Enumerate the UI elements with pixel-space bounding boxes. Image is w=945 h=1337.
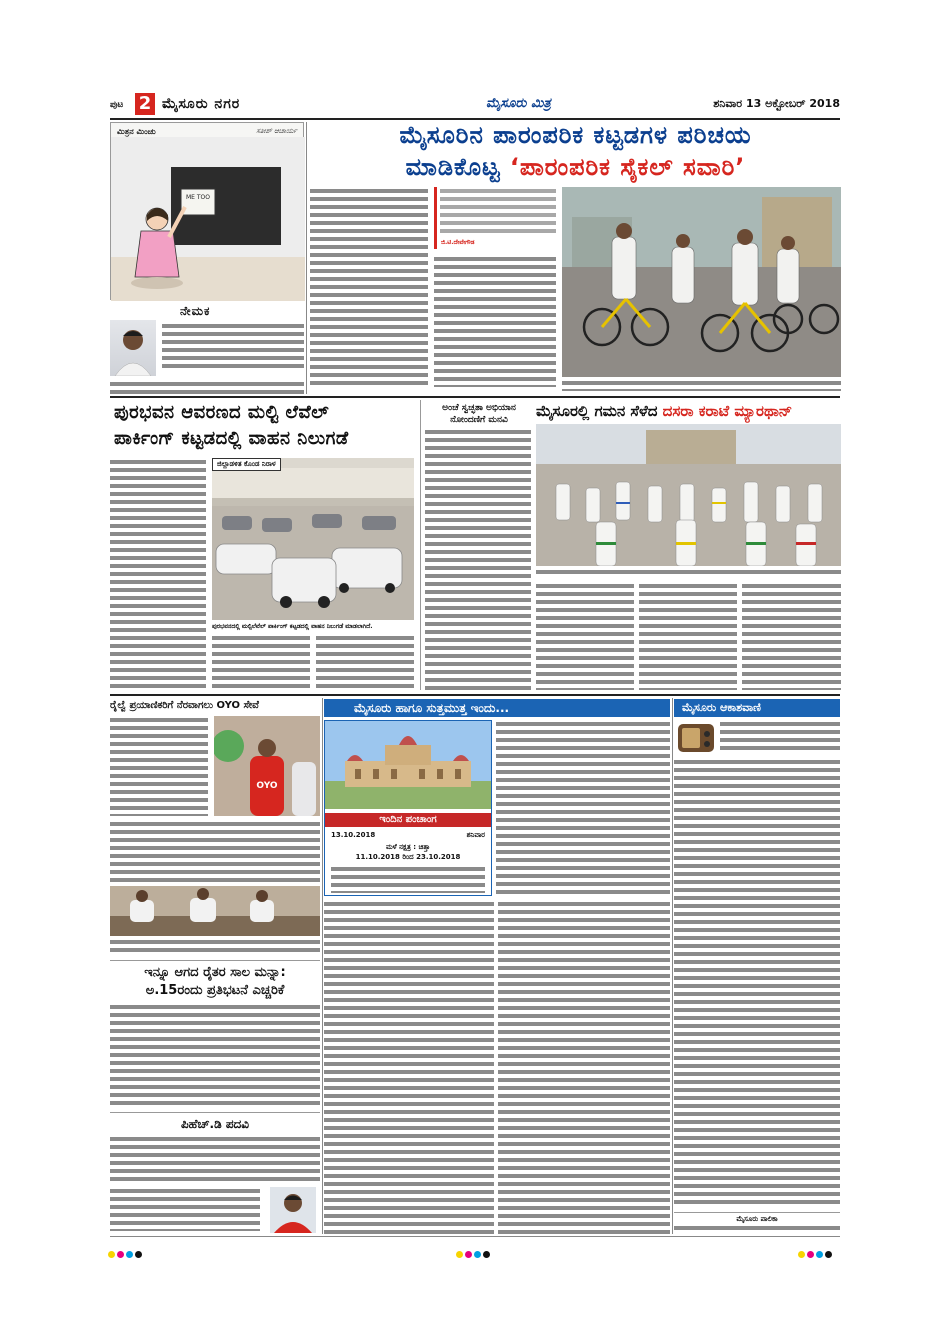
cleanliness-text bbox=[425, 428, 531, 690]
lead-inset-name: ಜಿ.ಟಿ.ದೇವೇಗೌಡ bbox=[441, 239, 475, 246]
radio-schedule-top bbox=[720, 720, 840, 754]
farmers-headline-line1: ಇನ್ನೂ ಆಗದ ರೈತರ ಸಾಲ ಮನ್ನಾ: bbox=[144, 965, 286, 980]
cartoon-box bbox=[110, 122, 304, 300]
phd-story bbox=[110, 1112, 320, 1234]
oyo-headline: ರೈಲ್ವೆ ಪ್ರಯಾಣಿಕರಿಗೆ ನೆರವಾಗಲು OYO ಸೇವೆ bbox=[110, 700, 259, 711]
lead-headline-line1: ಮೈಸೂರಿನ ಪಾರಂಪರಿಕ ಕಟ್ಟಡಗಳ ಪರಿಚಯ bbox=[399, 121, 752, 149]
karate-story bbox=[536, 400, 841, 690]
radio-footer-text bbox=[674, 1224, 840, 1234]
parking-text-col3 bbox=[316, 634, 414, 690]
lead-headline-plain: ಮಾಡಿಕೊಟ್ಟ bbox=[405, 153, 501, 181]
panchanga-details bbox=[331, 865, 485, 893]
oyo-apron-text: OYO bbox=[256, 781, 278, 791]
meeting-caption bbox=[110, 938, 320, 954]
radio-banner: ಮೈಸೂರು ಆಕಾಶವಾಣಿ bbox=[674, 699, 840, 717]
panchanga-day: ಶನಿವಾರ bbox=[466, 831, 485, 839]
lead-story bbox=[310, 121, 841, 391]
lead-headline-line2 bbox=[310, 153, 841, 181]
cleanliness-headline: ಅಂಚೆ ಸ್ವಚ್ಛತಾ ಅಭಿಯಾನ ನೋಂದಣಿಗೆ ಮನವಿ bbox=[442, 403, 516, 425]
karate-text-col2 bbox=[639, 582, 737, 690]
appointment-title: ನೇಮಕ bbox=[180, 304, 211, 318]
color-registration-left bbox=[108, 1243, 144, 1262]
appointment-text-tail bbox=[110, 380, 304, 396]
section-title: ಮೈಸೂರು ನಗರ bbox=[162, 96, 241, 112]
karate-headline bbox=[536, 402, 841, 420]
divider-mid bbox=[110, 694, 840, 696]
palace-photo bbox=[325, 721, 491, 809]
cleanliness-story bbox=[420, 400, 532, 690]
paper-name: ಮೈಸೂರು ಮಿತ್ರ bbox=[486, 96, 551, 111]
oyo-story bbox=[110, 698, 320, 956]
separator-v2 bbox=[322, 698, 323, 1234]
radio-footer: ಮೈಸೂರು ಪಾಲಿಕಾ bbox=[674, 1212, 840, 1224]
parking-story bbox=[110, 400, 416, 690]
parking-text-col1 bbox=[110, 458, 206, 690]
farmers-headline-line2: ಅ.15ರಂದು ಪ್ರತಿಭಟನೆ ಎಚ್ಚರಿಕೆ bbox=[145, 983, 285, 998]
parking-photo-tag: ಜಿಲ್ಲಾಡಳಿತ ಕೊಂಡ ನಿರಾಳ bbox=[212, 458, 281, 471]
oyo-text-col1 bbox=[110, 716, 208, 816]
phd-photo bbox=[270, 1187, 316, 1233]
page-number: 2 bbox=[135, 93, 155, 115]
radio-icon bbox=[676, 720, 716, 754]
board-text: ME TOO bbox=[186, 194, 210, 201]
cartoon-title: ಮಿತ್ರನ ಮಿಂಚು bbox=[117, 127, 156, 136]
lead-inset bbox=[434, 187, 556, 249]
separator-v1 bbox=[306, 122, 307, 394]
karate-headline-plain: ಮೈಸೂರಲ್ಲಿ ಗಮನ ಸೆಳೆದ bbox=[536, 402, 658, 420]
farmers-text bbox=[110, 1003, 320, 1107]
panchanga-star: ಮಳೆ ನಕ್ಷತ್ರ : ಚಿತ್ತಾ bbox=[385, 843, 431, 851]
page-label: ಪುಟ bbox=[110, 100, 124, 110]
farmers-story bbox=[110, 960, 320, 1110]
lead-photo-caption bbox=[562, 379, 841, 391]
oyo-text-col2 bbox=[110, 820, 320, 882]
radio-column bbox=[674, 720, 840, 1234]
lead-cycling-photo bbox=[562, 187, 841, 377]
events-col2 bbox=[498, 900, 670, 1234]
separator-v3 bbox=[672, 698, 673, 1234]
panchanga-range: 11.10.2018 ರಿಂದ 23.10.2018 bbox=[355, 853, 461, 861]
panchanga-title: ಇಂದಿನ ಪಂಚಾಂಗ bbox=[325, 813, 491, 827]
karate-photo bbox=[536, 424, 841, 566]
events-col1 bbox=[324, 900, 494, 1234]
divider-top bbox=[110, 396, 840, 398]
masthead-rule bbox=[110, 118, 840, 120]
events-banner: ಮೈಸೂರು ಹಾಗೂ ಸುತ್ತಮುತ್ತ ಇಂದು... bbox=[324, 699, 670, 717]
parking-text-col2 bbox=[212, 634, 310, 690]
appointment-text bbox=[162, 322, 304, 370]
phd-headline: ಪಿಹೆಚ್.ಡಿ ಪದವಿ bbox=[180, 1117, 250, 1131]
color-registration-right bbox=[798, 1243, 834, 1262]
divider-bottom bbox=[110, 1236, 840, 1237]
lead-text-col2 bbox=[434, 255, 556, 387]
karate-text-col1 bbox=[536, 582, 634, 690]
lead-inset-text bbox=[440, 187, 556, 237]
masthead bbox=[110, 93, 840, 117]
panchanga-box bbox=[324, 720, 492, 896]
lead-headline-quote: ‘ಪಾರಂಪರಿಕ ಸೈಕಲ್ ಸವಾರಿ’ bbox=[509, 153, 746, 181]
lead-text-col1 bbox=[310, 187, 428, 387]
parking-headline-line2: ಪಾರ್ಕಿಂಗ್ ಕಟ್ಟಡದಲ್ಲಿ ವಾಹನ ನಿಲುಗಡೆ bbox=[114, 428, 349, 449]
parking-headline-line1: ಪುರಭವನ ಆವರಣದ ಮಲ್ಟಿ ಲೆವೆಲ್ bbox=[114, 402, 330, 423]
karate-text-col3 bbox=[742, 582, 841, 690]
cartoon-artist: ಸತೀಶ್ ಆಚಾರ್ಯ bbox=[256, 127, 297, 135]
meeting-photo bbox=[110, 886, 320, 936]
issue-date: ಶನಿವಾರ 13 ಅಕ್ಟೋಬರ್ 2018 bbox=[713, 97, 840, 110]
parking-caption: ಪುರಭವನದಲ್ಲಿ ಮಲ್ಟಿಲೆವೆಲ್ ಪಾರ್ಕಿಂಗ್ ಕಟ್ಟಡದಲ್ಲಿ ವಾಹನ ನಿಲುಗಡೆ ಮಾಡಲಾಗಿದೆ. bbox=[212, 623, 373, 630]
events-col-right-of-panchanga bbox=[496, 720, 670, 896]
karate-headline-red: ದಸರಾ ಕರಾಟೆ ಮ್ಯಾರಥಾನ್ bbox=[662, 402, 793, 420]
color-registration-mid bbox=[456, 1243, 492, 1262]
appointment-box bbox=[110, 302, 304, 397]
phd-text-side bbox=[110, 1187, 260, 1231]
cartoon-illustration bbox=[111, 137, 305, 301]
phd-text-top bbox=[110, 1135, 320, 1183]
panchanga-date: 13.10.2018 bbox=[331, 831, 376, 839]
radio-schedule bbox=[674, 758, 840, 1208]
appointee-photo bbox=[110, 320, 156, 376]
karate-caption bbox=[536, 568, 841, 578]
oyo-photo bbox=[214, 716, 320, 816]
parking-photo bbox=[212, 458, 414, 620]
